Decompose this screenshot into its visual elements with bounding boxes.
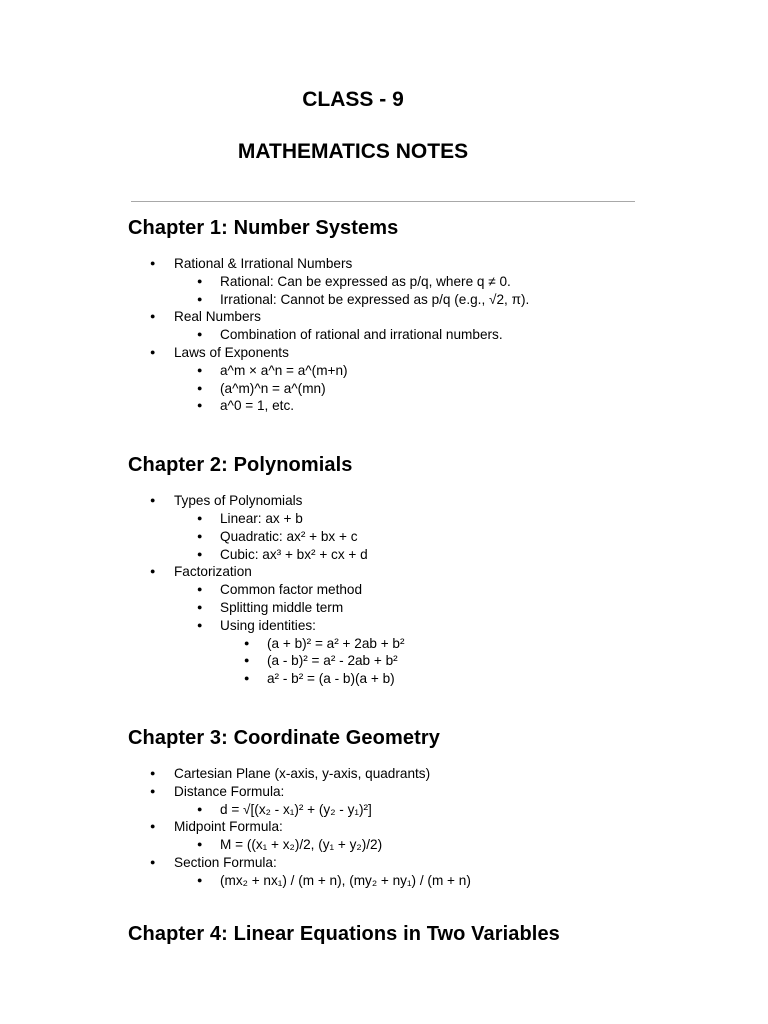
chapter-section — [128, 920, 728, 948]
bullet-list-level-1 — [128, 492, 728, 688]
list-item-text: ● Cubic: ax³ + bx² + cx + d — [128, 546, 728, 564]
list-item-text: ● d = √[(x₂ - x₁)² + (y₂ - y₁)²] — [128, 801, 728, 819]
chapter-spacer — [128, 415, 728, 451]
list-item-text: ● Common factor method — [128, 581, 728, 599]
document-title-subject: MATHEMATICS NOTES — [237, 140, 469, 163]
list-item — [128, 836, 728, 854]
list-item — [128, 492, 728, 563]
bullet-list-level-2 — [128, 836, 728, 854]
list-item — [128, 599, 728, 617]
list-item-text: ● (a + b)² = a² + 2ab + b² — [128, 635, 728, 653]
list-item — [128, 670, 728, 688]
bullet-list-level-2 — [128, 510, 728, 563]
list-item-text: ● (mx₂ + nx₁) / (m + n), (my₂ + ny₁) / (m + n) — [128, 872, 728, 890]
list-item — [128, 273, 728, 291]
bullet-list-level-2 — [128, 273, 728, 309]
bullet-list-level-2 — [128, 872, 728, 890]
list-item-text: ● Midpoint Formula: — [128, 818, 728, 836]
list-item-text: ● Irrational: Cannot be expressed as p/q (e.g., √2, π). — [128, 291, 728, 309]
list-item-text: ● a^m × a^n = a^(m+n) — [128, 362, 728, 380]
list-item — [128, 635, 728, 653]
list-item — [128, 397, 728, 415]
list-item — [128, 510, 728, 528]
notes-content — [128, 214, 728, 961]
list-item — [128, 652, 728, 670]
list-item-text: ● (a^m)^n = a^(mn) — [128, 380, 728, 398]
list-item — [128, 344, 728, 415]
list-item-text: ● Cartesian Plane (x-axis, y-axis, quadrants) — [128, 765, 728, 783]
list-item — [128, 563, 728, 688]
list-item — [128, 255, 728, 308]
list-item-text: ● Laws of Exponents — [128, 344, 728, 362]
bullet-list-level-2 — [128, 362, 728, 415]
list-item-text: ● M = ((x₁ + x₂)/2, (y₁ + y₂)/2) — [128, 836, 728, 854]
list-item-text: ● Linear: ax + b — [128, 510, 728, 528]
chapter-section — [128, 724, 728, 890]
list-item-text: ● Rational: Can be expressed as p/q, where q ≠ 0. — [128, 273, 728, 291]
list-item-text: ● Factorization — [128, 563, 728, 581]
list-item-text: ● (a - b)² = a² - 2ab + b² — [128, 652, 728, 670]
list-item-text: ● a² - b² = (a - b)(a + b) — [128, 670, 728, 688]
list-item — [128, 546, 728, 564]
list-item — [128, 801, 728, 819]
list-item — [128, 818, 728, 854]
list-item-text: ● Section Formula: — [128, 854, 728, 872]
list-item — [128, 308, 728, 344]
list-item-text: ● Rational & Irrational Numbers — [128, 255, 728, 273]
bullet-list-level-1 — [128, 765, 728, 890]
bullet-list-level-2 — [128, 801, 728, 819]
list-item — [128, 291, 728, 309]
list-item-text: ● Distance Formula: — [128, 783, 728, 801]
list-item — [128, 362, 728, 380]
bullet-list-level-1 — [128, 255, 728, 415]
list-item-text: ● Splitting middle term — [128, 599, 728, 617]
list-item-text: ● Combination of rational and irrational numbers. — [128, 326, 728, 344]
list-item-text: ● Using identities: — [128, 617, 728, 635]
list-item-text: ● Real Numbers — [128, 308, 728, 326]
list-item-text: ● Types of Polynomials — [128, 492, 728, 510]
list-item — [128, 765, 728, 783]
title-divider — [131, 201, 635, 202]
bullet-list-level-2 — [128, 326, 728, 344]
document-title-class: CLASS - 9 — [302, 88, 404, 111]
chapter-heading: Chapter 2: Polynomials — [128, 454, 353, 477]
bullet-list-level-2 — [128, 581, 728, 688]
list-item — [128, 783, 728, 819]
chapter-heading: Chapter 4: Linear Equations in Two Variables — [128, 922, 560, 945]
list-item — [128, 854, 728, 890]
list-item-text: ● a^0 = 1, etc. — [128, 397, 728, 415]
list-item-text: ● Quadratic: ax² + bx + c — [128, 528, 728, 546]
list-item — [128, 326, 728, 344]
list-item — [128, 380, 728, 398]
chapter-heading: Chapter 3: Coordinate Geometry — [128, 726, 440, 749]
chapter-section — [128, 214, 728, 415]
list-item — [128, 528, 728, 546]
chapter-section — [128, 451, 728, 688]
bullet-list-level-3 — [128, 635, 728, 688]
list-item — [128, 617, 728, 688]
list-item — [128, 581, 728, 599]
chapter-heading: Chapter 1: Number Systems — [128, 217, 399, 239]
chapter-spacer — [128, 688, 728, 724]
list-item — [128, 872, 728, 890]
chapter-spacer — [128, 890, 728, 920]
